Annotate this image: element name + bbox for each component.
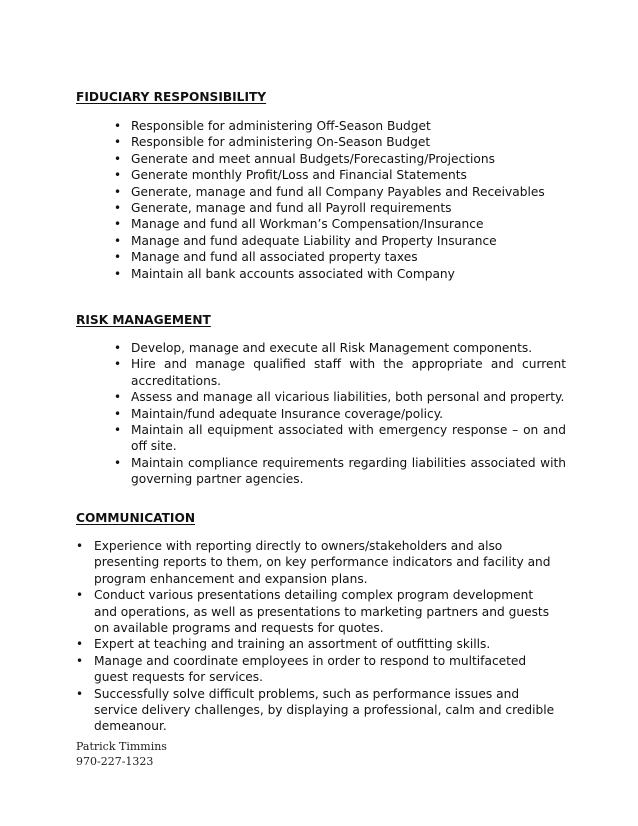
fiduciary-heading: FIDUCIARY RESPONSIBILITY <box>76 90 267 104</box>
bullet-icon: • <box>114 423 122 438</box>
fiduciary-item-text: Responsible for administering On-Season Budget <box>131 135 431 150</box>
communication-heading: COMMUNICATION <box>76 511 196 525</box>
bullet-icon: • <box>114 168 122 183</box>
risk-item <box>114 406 566 422</box>
risk-item-text: Maintain/fund adequate Insurance coverage/policy. <box>131 406 444 421</box>
communication-item-text: Experience with reporting directly to owners/stakeholders and also presenting reports to them, on key performance indicators and facility and program enhancement and expansion plans. <box>94 539 551 586</box>
fiduciary-item <box>114 167 584 183</box>
bullet-icon: • <box>76 653 84 668</box>
communication-item-text: Successfully solve difficult problems, such as performance issues and service delivery challenges, by displaying a professional, calm and credible demeanour. <box>94 686 555 734</box>
bullet-icon: • <box>114 233 122 248</box>
footer-name: Patrick Timmins <box>76 740 167 753</box>
bullet-icon: • <box>114 250 122 265</box>
risk-item <box>114 340 566 356</box>
bullet-icon: • <box>114 151 122 166</box>
risk-item-text: Maintain compliance requirements regarding liabilities associated with governing partner agencies. <box>131 455 566 487</box>
fiduciary-item <box>114 249 584 265</box>
fiduciary-item <box>114 134 584 150</box>
risk-item-text: Hire and manage qualified staff with the appropriate and current accreditations. <box>131 357 566 388</box>
fiduciary-item <box>114 216 584 232</box>
bullet-icon: • <box>114 357 122 372</box>
fiduciary-item <box>114 200 584 216</box>
risk-item-text: Maintain all equipment associated with emergency response – on and off site. <box>131 423 566 454</box>
fiduciary-item-text: Manage and fund all Workman’s Compensation/Insurance <box>131 217 484 232</box>
risk-item <box>114 356 566 389</box>
risk-item-text: Assess and manage all vicarious liabilities, both personal and property. <box>131 390 565 405</box>
communication-item-text: Manage and coordinate employees in order to respond to multifaceted guest requests for services. <box>94 653 527 685</box>
risk-list <box>114 340 566 488</box>
communication-list <box>76 538 556 735</box>
fiduciary-item <box>114 266 584 282</box>
communication-item <box>76 653 556 686</box>
risk-item <box>114 389 566 405</box>
fiduciary-item-text: Generate, manage and fund all Company Payables and Receivables <box>131 184 545 199</box>
footer <box>76 740 167 769</box>
risk-item <box>114 422 566 455</box>
fiduciary-item-text: Generate monthly Profit/Loss and Financial Statements <box>131 168 467 183</box>
fiduciary-item-text: Manage and fund all associated property taxes <box>131 250 418 265</box>
communication-item-text: Conduct various presentations detailing complex program development and operations, as well as presentations to marketing partners and guests on available programs and requests for quotes. <box>94 588 550 636</box>
communication-item <box>76 686 556 735</box>
bullet-icon: • <box>114 455 122 470</box>
footer-phone: 970-227-1323 <box>76 754 154 768</box>
fiduciary-item <box>114 118 584 134</box>
bullet-icon: • <box>114 266 122 281</box>
fiduciary-list <box>114 118 584 282</box>
fiduciary-item-text: Manage and fund adequate Liability and Property Insurance <box>131 233 497 248</box>
bullet-icon: • <box>76 637 84 652</box>
fiduciary-item-text: Maintain all bank accounts associated with Company <box>131 266 455 281</box>
risk-item-text: Develop, manage and execute all Risk Management components. <box>131 341 533 355</box>
bullet-icon: • <box>114 217 122 232</box>
fiduciary-item <box>114 151 584 167</box>
bullet-icon: • <box>114 135 122 150</box>
risk-heading: RISK MANAGEMENT <box>76 313 211 327</box>
bullet-icon: • <box>114 184 122 199</box>
bullet-icon: • <box>114 406 122 421</box>
fiduciary-item <box>114 184 584 200</box>
bullet-icon: • <box>114 390 122 405</box>
bullet-icon: • <box>114 119 122 133</box>
risk-item <box>114 455 566 488</box>
communication-item <box>76 587 556 636</box>
fiduciary-item <box>114 233 584 249</box>
fiduciary-item-text: Responsible for administering Off-Season Budget <box>131 119 431 133</box>
communication-item-text: Expert at teaching and training an assortment of outfitting skills. <box>94 637 491 652</box>
fiduciary-item-text: Generate and meet annual Budgets/Forecasting/Projections <box>131 151 495 166</box>
bullet-icon: • <box>114 201 122 216</box>
bullet-icon: • <box>76 686 84 701</box>
fiduciary-item-text: Generate, manage and fund all Payroll requirements <box>131 201 452 216</box>
bullet-icon: • <box>76 539 84 553</box>
communication-item <box>76 636 556 652</box>
bullet-icon: • <box>76 588 84 603</box>
communication-item <box>76 538 556 587</box>
bullet-icon: • <box>114 341 122 355</box>
